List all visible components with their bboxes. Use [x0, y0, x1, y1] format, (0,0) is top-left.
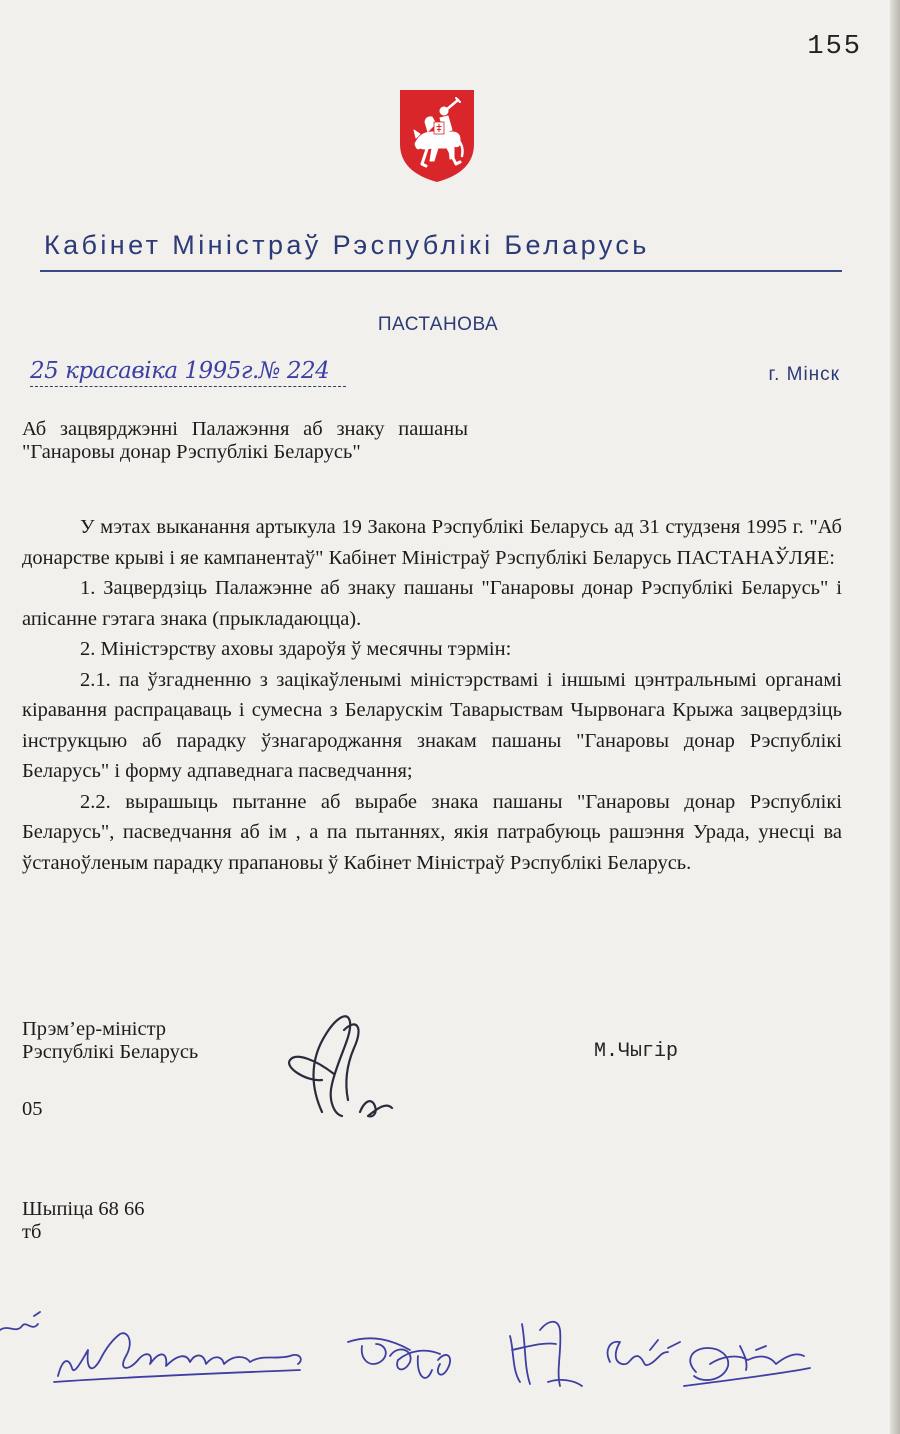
executor-initials: тб [22, 1221, 42, 1243]
approval-signatures [0, 1290, 890, 1420]
page-number: 155 [807, 32, 862, 62]
signer-position-line2: Рэспублікі Беларусь [22, 1041, 199, 1063]
item-1-paragraph: 1. Зацвердзіць Палажэнне аб знаку пашаны "Ганаровы донар Рэспублікі Беларусь" і апісанне гэтага знака (прыкладаюцца). [22, 577, 842, 630]
signer-position [22, 1018, 198, 1064]
item-2-1-paragraph: 2.1. па ўзгадненню з зацікаўленымі міністэрствамі і іншымі цэнтральнымі органамі кіравання распрацаваць і сумесна з Беларускім Таварыствам Чырвонага Крыжа зацвердзіць інструкцыю аб парадку ўзнагароджання знакам пашаны "Ганаровы донар Рэспублікі Беларусь" і форму адпаведнага пасведчання; [22, 668, 842, 782]
document-body [22, 512, 842, 878]
document-code: 05 [22, 1098, 43, 1120]
item-2-paragraph: 2. Міністэрству аховы здароўя ў месячны тэрмін: [80, 638, 512, 660]
page-edge [890, 0, 900, 1434]
handwritten-date-number: 25 красавіка 1995г.№ 224 [30, 358, 330, 384]
item-2-2-paragraph: 2.2. вырашыць пытанне аб вырабе знака пашаны "Ганаровы донар Рэспублікі Беларусь", пасведчання аб ім , а па пытаннях, якія патрабуюць рашэння Урада, унесці ва ўстаноўленым парадку прапановы ў Кабінет Міністраў Рэспублікі Беларусь. [22, 790, 842, 874]
title-rule [40, 270, 842, 272]
date-underline [30, 386, 346, 387]
signer-position-line1: Прэм’ер-міністр [22, 1018, 167, 1040]
org-title: Кабінет Міністраў Рэспублікі Беларусь [44, 230, 650, 260]
doc-type: ПАСТАНОВА [377, 314, 499, 335]
pahonia-coat-of-arms-icon [398, 88, 476, 184]
preamble-paragraph: У мэтах выканання артыкула 19 Закона Рэспублікі Беларусь ад 31 студзеня 1995 г. "Аб донарстве крыві і яе кампанентаў" Кабінет Міністраў Рэспублікі Беларусь ПАСТАНАЎЛЯЕ: [22, 516, 842, 569]
prime-minister-signature [282, 1004, 406, 1136]
executor-name-phone: Шыпіца 68 66 [22, 1198, 145, 1220]
date-number-line [30, 358, 350, 394]
city: г. Мінск [768, 364, 840, 385]
document-subject: Аб зацвярджэнні Палажэння аб знаку пашаны "Ганаровы донар Рэспублікі Беларусь" [22, 418, 468, 463]
executor-info [22, 1198, 144, 1244]
signer-name: М.Чыгір [594, 1040, 679, 1063]
